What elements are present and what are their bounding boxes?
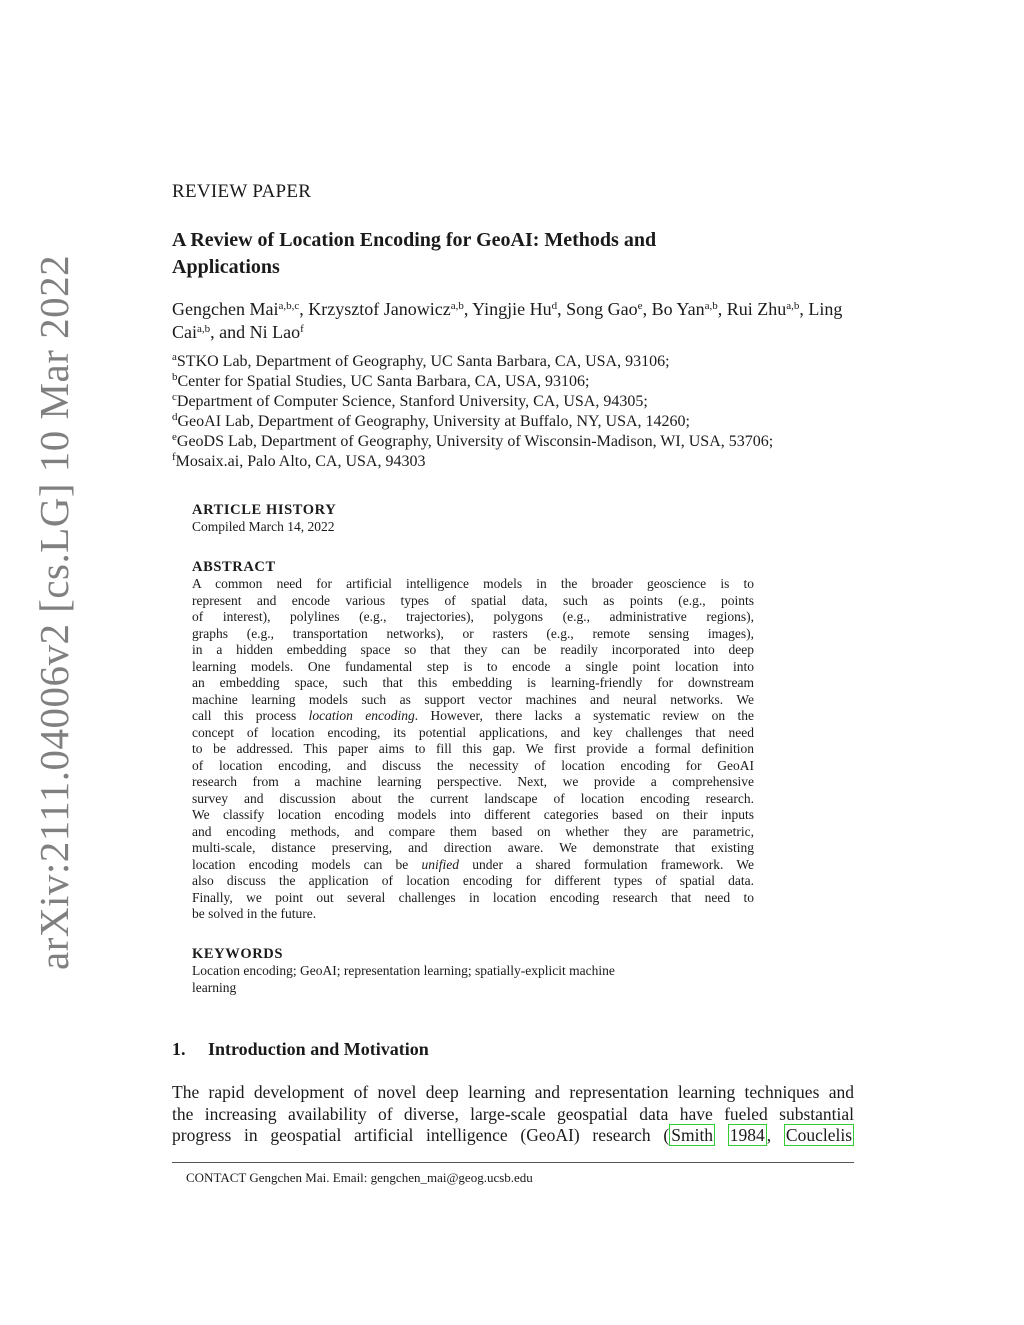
paper-title xyxy=(172,227,812,281)
abstract-line: be solved in the future. xyxy=(192,906,317,921)
abstract-text xyxy=(192,576,754,923)
abstract-line: and encoding methods, and compare them based on whether they are parametric, xyxy=(192,823,754,839)
affiliation-mark: f xyxy=(172,451,176,463)
affiliation-item xyxy=(172,432,872,452)
footnote-rule xyxy=(172,1162,854,1163)
section-title: Introduction and Motivation xyxy=(208,1039,429,1059)
abstract-line: of interest), polylines (e.g., trajectories), polygons (e.g., administrative regions), xyxy=(192,609,754,624)
title-line: A Review of Location Encoding for GeoAI: Methods and xyxy=(172,229,657,251)
abstract-line: learning models. One fundamental step is to encode a single point location into xyxy=(192,658,754,674)
body-line: The rapid development of novel deep learning and representation learning techniques and xyxy=(172,1082,854,1102)
abstract-line: survey and discussion about the current landscape of location encoding research. xyxy=(192,790,754,806)
author-affiliation-mark: e xyxy=(637,300,643,312)
abstract-line: A common need for artificial intelligence models in the broader geoscience is to xyxy=(192,576,754,591)
keywords-block xyxy=(192,946,754,996)
affiliation-text: STKO Lab, Department of Geography, UC Santa Barbara, CA, USA, 93106; xyxy=(176,353,670,370)
affiliation-item xyxy=(172,452,872,472)
affiliation-list xyxy=(172,352,872,472)
author-name: Bo Yan xyxy=(651,299,705,319)
citation-link[interactable]: 1984 xyxy=(729,1125,765,1145)
author-affiliation-mark: a,b xyxy=(704,300,718,312)
author-name: Ni Lao xyxy=(249,322,301,342)
intro-paragraph xyxy=(172,1082,854,1147)
abstract-line: in a hidden embedding space so that they can be readily incorporated into deep xyxy=(192,642,754,657)
affiliation-mark: b xyxy=(172,371,178,383)
author-affiliation-mark: d xyxy=(551,300,558,312)
affiliation-item xyxy=(172,412,872,432)
keywords-line: learning xyxy=(192,979,237,995)
affiliation-mark: c xyxy=(172,391,177,403)
body-line: the increasing availability of diverse, large-scale geospatial data have fueled substantial xyxy=(172,1103,854,1124)
affiliation-text: Mosaix.ai, Palo Alto, CA, USA, 94303 xyxy=(175,453,426,470)
paper-type-label: REVIEW PAPER xyxy=(172,181,312,202)
abstract-line: multi-scale, distance preserving, and direction aware. We demonstrate that existing xyxy=(192,840,754,855)
body-text-fragment: progress in geospatial artificial intelligence (GeoAI) research ( xyxy=(172,1125,670,1145)
author-name: Gengchen Mai xyxy=(172,299,279,319)
contact-footnote: CONTACT Gengchen Mai. Email: gengchen_mai@geog.ucsb.edu xyxy=(186,1170,533,1185)
keywords-heading: KEYWORDS xyxy=(192,946,284,962)
affiliation-item xyxy=(172,372,872,392)
abstract-block xyxy=(192,559,754,923)
abstract-line: an embedding space, such that this embedding is learning-friendly for downstream xyxy=(192,675,754,690)
abstract-line: call this process location encoding. However, there lacks a systematic review on the xyxy=(192,708,755,723)
article-history xyxy=(192,502,754,536)
author-name: Krzysztof Janowicz xyxy=(308,299,451,319)
abstract-line: to be addressed. This paper aims to fill this gap. We first provide a formal definition xyxy=(192,741,754,756)
keywords-line: Location encoding; GeoAI; representation learning; spatially-explicit machine xyxy=(192,963,615,978)
section-heading xyxy=(172,1039,429,1060)
citation-link[interactable]: Smith xyxy=(671,1125,714,1145)
abstract-line: graphs (e.g., transportation networks), or rasters (e.g., remote sensing images), xyxy=(192,625,754,641)
compiled-date: Compiled March 14, 2022 xyxy=(192,519,335,534)
affiliation-mark: e xyxy=(172,431,177,443)
author-affiliation-mark: a,b xyxy=(786,300,800,312)
citation-link[interactable]: Couclelis xyxy=(785,1125,853,1145)
affiliation-mark: d xyxy=(172,411,178,423)
abstract-line: We classify location encoding models into different categories based on their inputs xyxy=(192,807,754,822)
abstract-line: research from a machine learning perspective. Next, we provide a comprehensive xyxy=(192,774,754,789)
affiliation-mark: a xyxy=(172,351,177,363)
abstract-line: also discuss the application of location encoding for different types of spatial data. xyxy=(192,873,754,888)
author-affiliation-mark: a,b,c xyxy=(278,300,300,312)
author-affiliation-mark: f xyxy=(300,323,304,335)
abstract-line: represent and encode various types of spatial data, such as points (e.g., points xyxy=(192,592,754,608)
arxiv-side-stamp: arXiv:2111.04006v2 [cs.LG] 10 Mar 2022 xyxy=(31,254,77,970)
abstract-line: of location encoding, and discuss the necessity of location encoding for GeoAI xyxy=(192,757,754,773)
affiliation-text: GeoAI Lab, Department of Geography, University at Buffalo, NY, USA, 14260; xyxy=(177,413,690,430)
history-heading: ARTICLE HISTORY xyxy=(192,502,337,518)
section-number: 1. xyxy=(172,1039,186,1059)
author-name: Rui Zhu xyxy=(726,299,787,319)
affiliation-text: Center for Spatial Studies, UC Santa Barbara, CA, USA, 93106; xyxy=(177,373,590,390)
title-line: Applications xyxy=(172,256,280,278)
abstract-line: machine learning models such as support vector machines and neural networks. We xyxy=(192,691,754,707)
keywords-text xyxy=(192,963,754,996)
author-name: Yingjie Hu xyxy=(472,299,552,319)
affiliation-text: GeoDS Lab, Department of Geography, University of Wisconsin-Madison, WI, USA, 53706; xyxy=(176,433,774,450)
affiliation-item xyxy=(172,352,872,372)
abstract-line: concept of location encoding, its potential applications, and key challenges that need xyxy=(192,724,754,740)
abstract-heading: ABSTRACT xyxy=(192,559,276,575)
author-name: Song Gao xyxy=(566,299,638,319)
author-affiliation-mark: a,b xyxy=(197,323,211,335)
author-name: Ling Cai xyxy=(172,299,843,342)
abstract-line: location encoding models can be unified under a shared formulation framework. We xyxy=(192,856,754,872)
body-line: progress in geospatial artificial intelligence (GeoAI) research ( Smith 1984 , Couclelis xyxy=(172,1125,853,1145)
abstract-line: Finally, we point out several challenges in location encoding research that need to xyxy=(192,889,754,905)
author-list: Gengchen Mai$^{a,b,c}$, Krzysztof Janowicz$^{a,b}$, Yingjie Hu$^d$, Song Gao$^e$, Bo Yan$^{a,b}$, Rui Zhu$^{a,b}$, Ling Cai$^{a,b}$, and Ni Lao$^f$ xyxy=(172,299,843,342)
affiliation-item xyxy=(172,392,872,412)
author-affiliation-mark: a,b xyxy=(450,300,464,312)
affiliation-text: Department of Computer Science, Stanford University, CA, USA, 94305; xyxy=(176,393,648,410)
